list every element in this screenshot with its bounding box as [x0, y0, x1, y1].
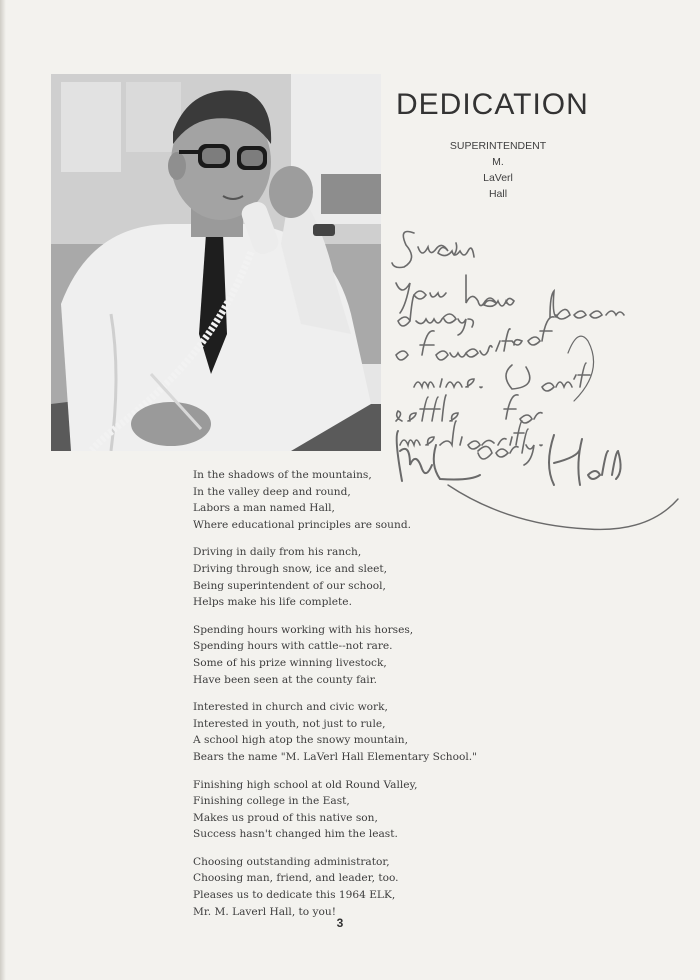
poem-stanza [193, 854, 523, 920]
photo-illustration [51, 74, 381, 451]
poem-line: Interested in church and civic work, [193, 701, 388, 714]
poem-line: Interested in youth, not just to rule, [193, 717, 386, 730]
poem-line: Have been seen at the county fair. [193, 673, 377, 686]
poem-line: Pleases us to dedicate this 1964 ELK, [193, 889, 396, 902]
poem-line: Driving in daily from his ranch, [193, 546, 362, 559]
poem-line: Makes us proud of this native son, [193, 811, 378, 824]
poem-line: A school high atop the snowy mountain, [193, 734, 408, 747]
poem-line: In the valley deep and round, [193, 485, 351, 498]
poem-stanza [193, 544, 523, 610]
poem-line: Mr. M. Laverl Hall, to you! [193, 905, 336, 918]
caption-line: SUPERINTENDENT [449, 140, 547, 152]
poem-line: In the shadows of the mountains, [193, 469, 372, 481]
page-edge [0, 0, 6, 980]
poem-line: Where educational principles are sound. [193, 518, 411, 531]
poem-line: Spending hours with cattle--not rare. [193, 640, 393, 653]
poem-stanza [193, 622, 523, 688]
poem-line: Spending hours working with his horses, [193, 623, 414, 636]
photo-caption [430, 138, 566, 202]
caption-line: M. [492, 156, 504, 168]
page-title: DEDICATION [396, 88, 589, 121]
poem-line: Driving through snow, ice and sleet, [193, 562, 388, 575]
poem-line: Finishing college in the East, [193, 795, 350, 808]
poem-line: Helps make his life complete. [193, 596, 352, 609]
poem-line: Being superintendent of our school, [193, 579, 386, 592]
poem-line: Labors a man named Hall, [193, 502, 335, 515]
caption-line: LaVerl [483, 172, 513, 184]
poem-line: Finishing high school at old Round Valley, [193, 778, 418, 791]
superintendent-photo [51, 74, 381, 451]
poem-line: Choosing man, friend, and leader, too. [193, 872, 399, 885]
poem-line: Success hasn't changed him the least. [193, 828, 398, 841]
caption-line: Hall [488, 188, 508, 200]
poem-stanza [193, 467, 523, 533]
poem-line: Some of his prize winning livestock, [193, 656, 387, 669]
poem-line: Choosing outstanding administrator, [193, 855, 390, 868]
poem-line: Bears the name "M. LaVerl Hall Elementary School." [193, 750, 477, 763]
page-number: 3 [336, 916, 344, 930]
poem-stanza [193, 699, 523, 765]
poem-stanza [193, 777, 523, 843]
dedication-poem [193, 467, 523, 931]
